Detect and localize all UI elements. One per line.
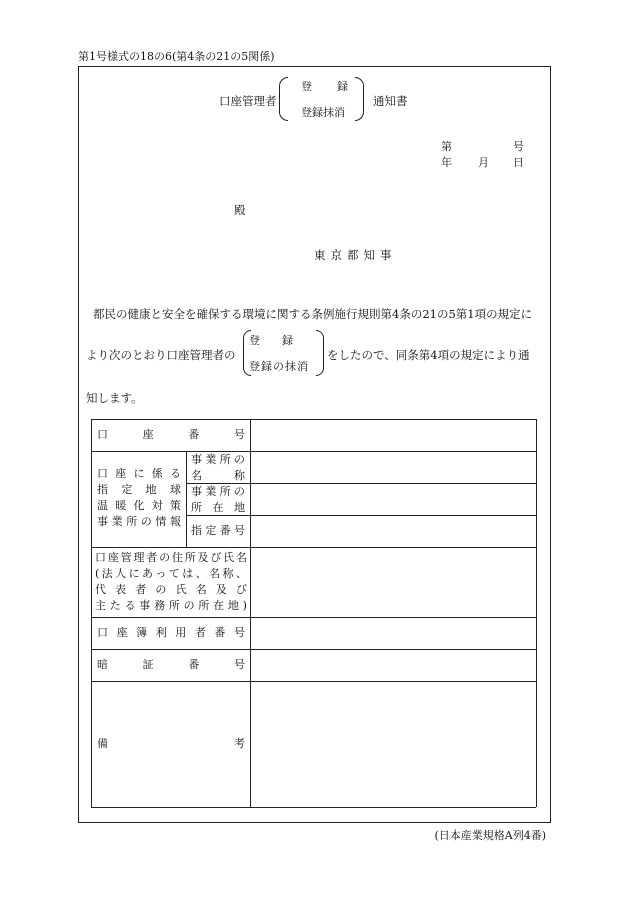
addressee-suffix: 殿 [234,203,246,217]
manager-info-value[interactable] [251,548,535,617]
body-line-1: 都民の健康と安全を確保する環境に関する条例施行規則第4条の21の5第1項の規定に [93,307,533,321]
pin-label: 暗 証 番 号 [97,658,245,671]
date-year: 年 [441,156,452,169]
facility-info-line: 温 暖 化 対 策 [97,499,181,512]
facility-name-line: 事 業 所 の [191,453,245,466]
table-border-right [536,419,537,807]
title-option-register: 登 録 [301,80,349,93]
body-line-2-suffix: をしたので、同条第4項の規定により通 [327,348,530,362]
registry-user-number-label: 口 座 簿 利 用 者 番 号 [97,626,245,639]
facility-info-line: 事 業 所 の 情 報 [97,515,181,528]
facility-address-label [191,484,245,516]
remarks-value[interactable] [251,682,535,806]
title-prefix: 口座管理者 [219,94,277,108]
table-border-left [91,419,92,807]
manager-info-line: 代 表 者 の 氏 名 及 び [95,583,247,596]
registry-user-number-value[interactable] [251,618,535,649]
facility-name-label [191,452,245,484]
form-number-label: 第1号様式の18の6(第4条の21の5関係) [78,50,275,63]
remarks-label: 備 考 [97,737,245,750]
body-option-cancel: 登録の抹消 [249,360,309,373]
facility-name-value[interactable] [251,452,535,483]
number-dai: 第 [441,140,452,153]
table-subcolumn-divider [186,451,187,547]
body-line-2-prefix: より次のとおり口座管理者の [86,348,236,362]
manager-info-label [95,550,247,614]
manager-info-line: 口 座 管 理 者 の 住 所 及 び 氏 名 [95,551,247,564]
facility-name-line: 名 称 [191,469,245,482]
issuer-name: 東京都知事 [314,248,397,262]
number-go: 号 [513,140,524,153]
facility-info-line: 口 座 に 係 る [97,467,181,480]
title-bracket-left [279,77,288,121]
paper-standard-note: (日本産業規格A列4番) [434,829,546,842]
facility-info-line: 指 定 地 球 [97,483,181,496]
designation-number-value[interactable] [251,516,535,547]
body-option-register: 登 録 [249,334,293,347]
manager-info-line: ( 法 人 に あ っ て は 、 名 称 、 [95,567,247,580]
table-border-bottom [91,807,536,808]
pin-value[interactable] [251,650,535,681]
designation-number-label: 指 定 番 号 [191,524,245,537]
body-bracket-right [316,330,324,376]
date-month: 月 [478,156,489,169]
facility-address-line: 事 業 所 の [191,485,245,498]
body-line-3: 知します。 [86,391,143,405]
facility-info-label [97,466,181,530]
title-option-cancel: 登録抹消 [301,106,345,119]
account-number-value[interactable] [251,420,535,451]
title-bracket-right [355,77,364,121]
manager-info-line: 主 た る 事 務 所 の 所 在 地 ) [95,599,247,612]
account-number-label: 口 座 番 号 [97,428,245,441]
form-table [91,419,536,807]
title-suffix: 通知書 [373,94,408,108]
date-day: 日 [513,156,524,169]
facility-address-value[interactable] [251,484,535,515]
facility-address-line: 所 在 地 [191,501,245,514]
